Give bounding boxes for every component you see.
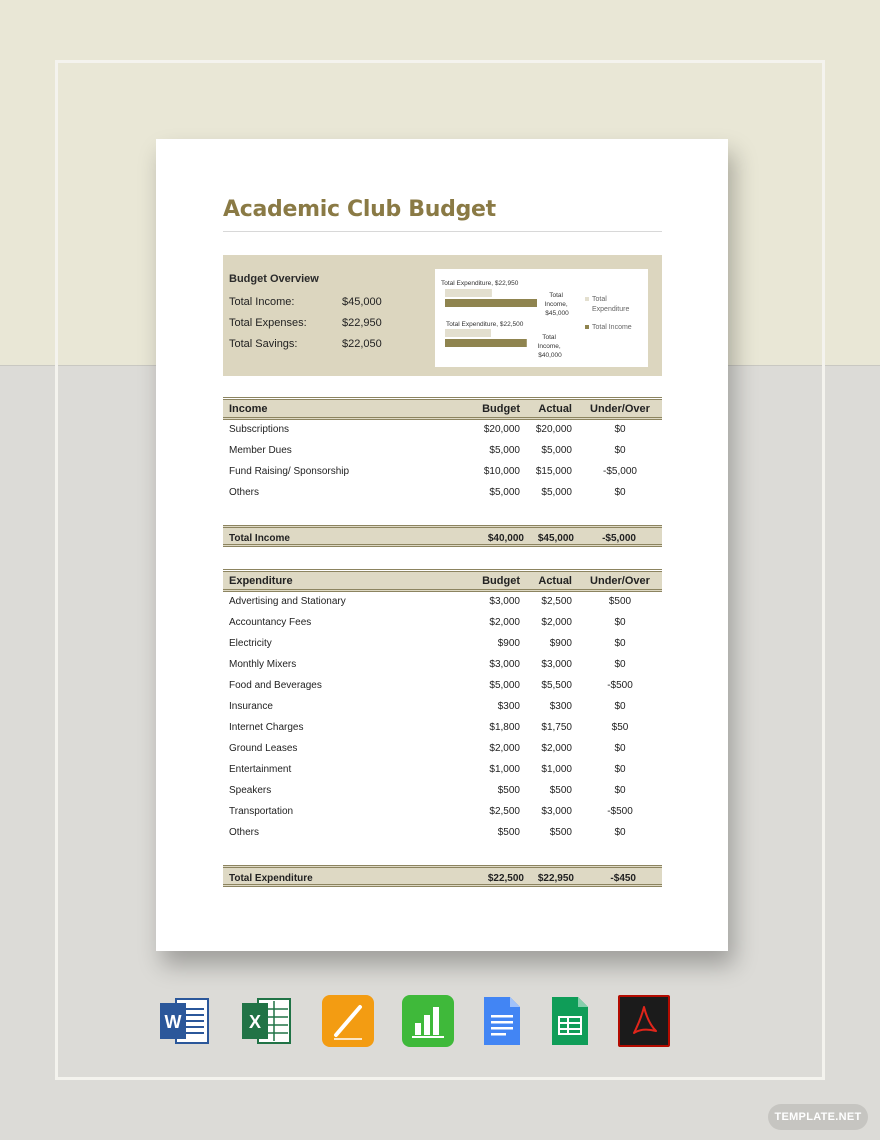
table-row — [223, 461, 662, 482]
budget-overview — [223, 255, 662, 376]
row-budget: $900 — [497, 637, 520, 649]
row-budget: $5,000 — [489, 486, 520, 498]
total-budget: $22,500 — [487, 873, 524, 884]
row-under-over: $0 — [614, 826, 626, 838]
row-label: Monthly Mixers — [229, 658, 297, 670]
total-label: Total Income — [229, 533, 290, 544]
table-row — [223, 654, 662, 675]
header-actual: Actual — [526, 399, 578, 419]
overview-chart — [435, 269, 648, 367]
legend-line: Expenditure — [592, 306, 630, 313]
table-row — [223, 419, 662, 440]
row-actual: $5,500 — [541, 679, 572, 691]
table-row — [223, 822, 662, 843]
total-income-row — [223, 525, 662, 547]
data-label-line: Total — [542, 334, 556, 341]
row-label: Food and Beverages — [229, 679, 322, 691]
total-label: Total Expenditure — [229, 873, 313, 884]
overview-label: Total Income: — [229, 296, 295, 308]
row-budget: $3,000 — [489, 658, 520, 670]
header-budget: Budget — [463, 399, 526, 419]
header-category: Expenditure — [223, 571, 463, 591]
row-budget: $1,800 — [489, 721, 520, 733]
row-label: Others — [229, 826, 260, 838]
data-label-line: Income, — [544, 301, 568, 308]
row-under-over: $0 — [614, 637, 626, 649]
template-net-badge[interactable]: TEMPLATE.NET — [768, 1104, 868, 1130]
row-label: Speakers — [229, 784, 272, 796]
row-under-over: $0 — [614, 700, 626, 712]
data-label-line: $40,000 — [538, 352, 562, 359]
income-header-row — [223, 399, 662, 419]
data-label-line: Income, — [537, 343, 561, 350]
header-actual: Actual — [526, 571, 578, 591]
row-actual: $2,000 — [541, 742, 572, 754]
data-label-line: Total — [549, 292, 563, 299]
row-budget: $500 — [497, 826, 520, 838]
row-label: Member Dues — [229, 444, 292, 456]
row-actual: $15,000 — [535, 465, 572, 477]
bar-expenditure-1 — [445, 289, 492, 297]
header-category: Income — [223, 399, 463, 419]
row-label: Internet Charges — [229, 721, 304, 733]
table-row — [223, 759, 662, 780]
document-title: Academic Club Budget — [223, 197, 496, 222]
total-under-over: -$450 — [610, 873, 636, 884]
row-under-over: $0 — [614, 658, 626, 670]
row-actual: $5,000 — [541, 444, 572, 456]
row-label: Entertainment — [229, 763, 292, 775]
numbers-icon[interactable] — [402, 995, 454, 1047]
row-under-over: $500 — [608, 596, 632, 608]
word-icon[interactable] — [158, 995, 210, 1047]
row-label: Fund Raising/ Sponsorship — [229, 465, 350, 477]
svg-text:W: W — [164, 1012, 182, 1032]
row-budget: $2,000 — [489, 742, 520, 754]
row-actual: $1,750 — [541, 721, 572, 733]
row-actual: $2,500 — [541, 596, 572, 608]
legend-label-income: Total Income — [592, 324, 632, 331]
bar-income-2 — [445, 339, 527, 347]
overview-row-income — [229, 296, 382, 308]
table-row — [223, 696, 662, 717]
income-table — [223, 397, 662, 503]
row-actual: $5,000 — [541, 486, 572, 498]
total-expenditure-row — [223, 865, 662, 887]
overview-row-expenses — [229, 317, 382, 329]
overview-label: Total Expenses: — [229, 317, 307, 329]
table-row — [223, 738, 662, 759]
bar-income-1 — [445, 299, 537, 307]
document-page — [156, 139, 728, 951]
legend-label-expenditure — [592, 296, 629, 313]
row-budget: $3,000 — [489, 596, 520, 608]
data-label-expenditure-top: Total Expenditure, $22,950 — [441, 280, 519, 287]
total-under-over: -$5,000 — [602, 533, 636, 544]
row-label: Electricity — [229, 637, 272, 649]
row-under-over: $0 — [614, 444, 626, 456]
row-under-over: $50 — [611, 721, 629, 733]
row-label: Accountancy Fees — [229, 616, 312, 628]
row-budget: $20,000 — [483, 424, 520, 436]
row-budget: $5,000 — [489, 444, 520, 456]
row-under-over: $0 — [614, 424, 626, 436]
data-label-expenditure-bottom: Total Expenditure, $22,500 — [446, 321, 524, 328]
row-budget: $1,000 — [489, 763, 520, 775]
acrobat-pdf-icon[interactable] — [618, 995, 670, 1047]
row-budget: $500 — [497, 784, 520, 796]
legend-line: Total — [592, 296, 607, 303]
table-row — [223, 675, 662, 696]
header-budget: Budget — [463, 571, 526, 591]
svg-text:X: X — [248, 1012, 262, 1032]
overview-value: $22,950 — [342, 317, 382, 329]
row-actual: $900 — [549, 637, 572, 649]
overview-value: $22,050 — [342, 338, 382, 350]
row-actual: $300 — [549, 700, 572, 712]
total-actual: $45,000 — [537, 533, 574, 544]
table-row — [223, 612, 662, 633]
table-row — [223, 717, 662, 738]
row-label: Ground Leases — [229, 742, 298, 754]
title-divider — [223, 231, 662, 232]
overview-label: Total Savings: — [229, 338, 298, 350]
bar-expenditure-2 — [445, 329, 491, 337]
table-row — [223, 591, 662, 612]
overview-row-savings — [229, 338, 382, 350]
row-label: Advertising and Stationary — [229, 596, 346, 608]
row-under-over: $0 — [614, 763, 626, 775]
table-row — [223, 633, 662, 654]
row-label: Insurance — [229, 700, 273, 712]
table-row — [223, 482, 662, 503]
data-label-line: $45,000 — [545, 310, 569, 317]
row-budget: $10,000 — [483, 465, 520, 477]
row-label: Transportation — [229, 805, 294, 817]
overview-chart-svg — [435, 269, 648, 367]
row-actual: $500 — [549, 826, 572, 838]
legend-swatch-income — [585, 325, 589, 329]
table-row — [223, 440, 662, 461]
row-actual: $3,000 — [541, 805, 572, 817]
row-actual: $3,000 — [541, 658, 572, 670]
row-actual: $500 — [549, 784, 572, 796]
total-budget: $40,000 — [487, 533, 524, 544]
row-under-over: $0 — [614, 486, 626, 498]
excel-icon[interactable] — [240, 995, 292, 1047]
legend-swatch-expenditure — [585, 297, 589, 301]
row-under-over: -$500 — [607, 805, 633, 817]
row-under-over: $0 — [614, 616, 626, 628]
google-docs-icon[interactable] — [480, 995, 532, 1047]
row-actual: $20,000 — [535, 424, 572, 436]
pages-icon[interactable] — [322, 995, 374, 1047]
total-actual: $22,950 — [537, 873, 574, 884]
header-under-over: Under/Over — [578, 571, 662, 591]
row-label: Subscriptions — [229, 424, 290, 436]
expenditure-header-row — [223, 571, 662, 591]
row-under-over: $0 — [614, 784, 626, 796]
data-label-income-bottom — [538, 334, 563, 359]
row-label: Others — [229, 486, 260, 498]
data-label-income-top — [545, 292, 570, 317]
row-budget: $5,000 — [489, 679, 520, 691]
overview-value: $45,000 — [342, 296, 382, 308]
row-under-over: -$5,000 — [603, 465, 637, 477]
row-actual: $1,000 — [541, 763, 572, 775]
header-under-over: Under/Over — [578, 399, 662, 419]
table-row — [223, 801, 662, 822]
row-budget: $2,000 — [489, 616, 520, 628]
row-actual: $2,000 — [541, 616, 572, 628]
row-budget: $2,500 — [489, 805, 520, 817]
row-under-over: $0 — [614, 742, 626, 754]
google-sheets-icon[interactable] — [548, 995, 600, 1047]
expenditure-table — [223, 569, 662, 843]
table-row — [223, 780, 662, 801]
overview-heading: Budget Overview — [229, 273, 319, 285]
row-under-over: -$500 — [607, 679, 633, 691]
row-budget: $300 — [497, 700, 520, 712]
